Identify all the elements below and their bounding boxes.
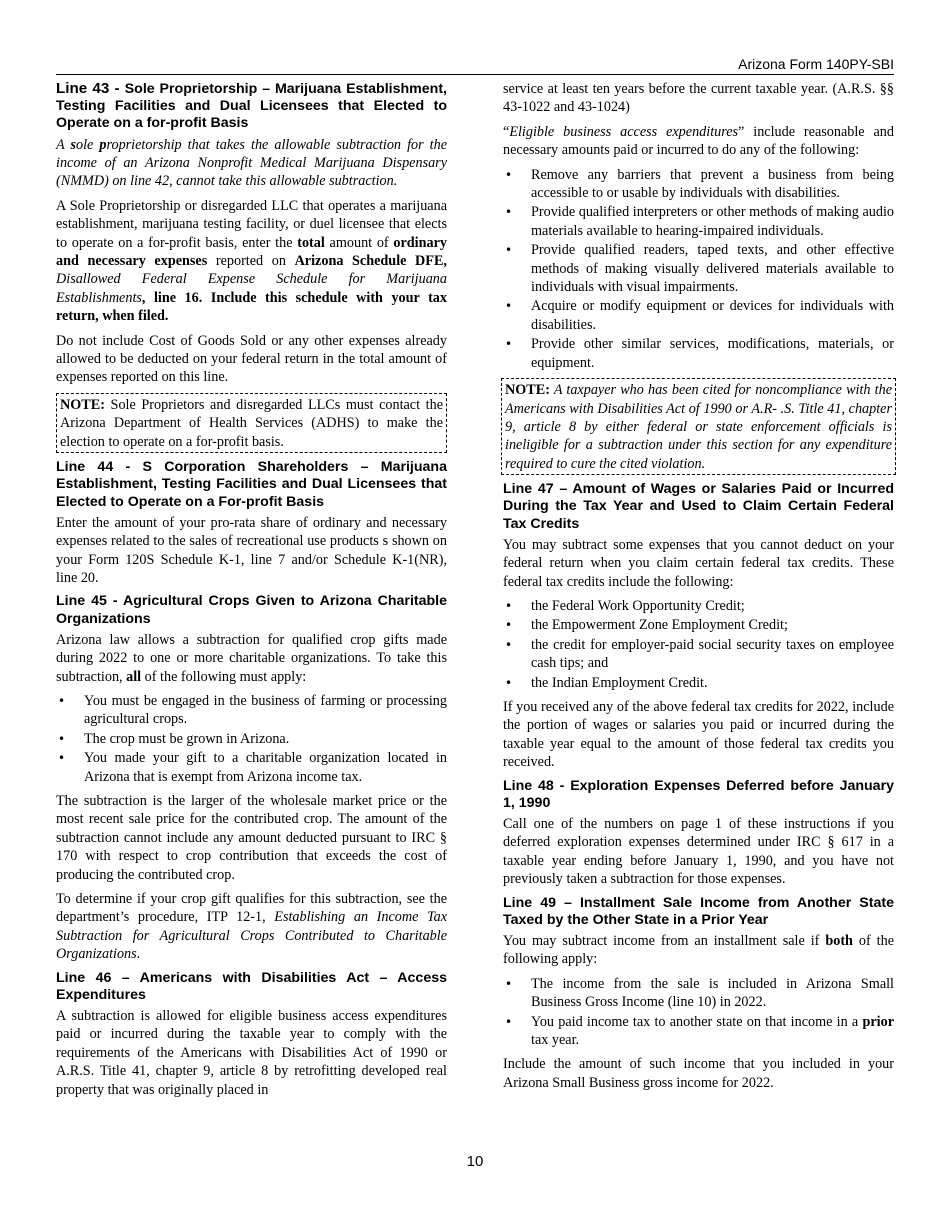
list-item: • The crop must be grown in Arizona. <box>56 730 447 748</box>
line-47-bullet-list <box>503 597 894 692</box>
line-49-p1-both: both <box>825 933 853 950</box>
line-43-p1-schedule: Arizona Schedule DFE, <box>294 253 447 270</box>
eligible-expenditures-paragraph <box>503 123 894 160</box>
list-item: • You must be engaged in the business of farming or processing agricultural crops. <box>56 692 447 729</box>
line-43-heading-lead: Line 43 - <box>56 80 125 97</box>
list-item: • You made your gift to a charitable organization located in Arizona that is exempt from Arizona income tax. <box>56 749 447 786</box>
list-item: • the Federal Work Opportunity Credit; <box>503 597 894 615</box>
line-46-heading: Line 46 – Americans with Disabilities Act – Access Expenditures <box>56 969 447 1003</box>
line-43-p1-d: reported on <box>207 253 295 270</box>
line-43-intro <box>56 136 447 191</box>
list-item <box>503 1013 894 1050</box>
line-45-paragraph-2: The subtraction is the larger of the wholesale market price or the most recent sale price for the contributed crop. The amount of the subtraction cannot include any amount deducted pursuant to IRC § 170 with respect to crop contribution that exceeds the cost of producing the contributed crop. <box>56 793 447 883</box>
line-43-p1-c: amount of <box>324 234 394 251</box>
line-48-heading: Line 48 - Exploration Expenses Deferred before January 1, 1990 <box>503 777 894 811</box>
line-45-heading: Line 45 - Agricultural Crops Given to Arizona Charitable Organizations <box>56 593 447 627</box>
note-label: NOTE: <box>505 382 550 399</box>
line-43-intro-s: s <box>70 136 76 153</box>
line-46-continuation: service at least ten years before the current taxable year. (A.R.S. §§ 43-1022 and 43-1024) <box>503 81 894 116</box>
line-43-p1-a: A Sole Proprietorship or disregarded LLC that operates a marijuana establishment, marijuana testing facility, or duel licensee that elects to operate on a for-profit basis, enter the <box>56 197 447 251</box>
line-43-p1-include: , line 16. Include this schedule with your tax return, when filed. <box>56 289 447 325</box>
page-number: 10 <box>466 1153 484 1170</box>
line-45-paragraph-1 <box>56 631 447 686</box>
note-text: A taxpayer who has been cited for noncompliance with the Americans with Disabilities Act of 1990 or A.R- .S. Title 41, chapter 9, article 8 by either federal or state enforcement officials is ineligible for a subtraction under this section for any expenditure required to cure the cited violation. <box>505 382 892 472</box>
line-43-paragraph-2: Do not include Cost of Goods Sold or any other expenses already allowed to be deducted on your federal return in the total amount of expenses reported on this line. <box>56 332 447 386</box>
eligible-expenditures-list <box>503 166 894 372</box>
line-43-intro-b: ole <box>76 136 100 153</box>
line-43-note <box>56 393 447 453</box>
line-48-paragraph: Call one of the numbers on page 1 of these instructions if you deferred exploration expenses determined under IRC § 617 in a taxable year ending before January 1, 1990, and you have not previously taken a subtraction for those expenses. <box>503 816 894 888</box>
note-text: Sole Proprietors and disregarded LLCs must contact the Arizona Department of Health Services (ADHS) to make the election to operate on a for-profit basis. <box>60 396 443 450</box>
line-43-intro-c: roprietorship that takes the allowable subtraction for the income of an Arizona Nonprofit Medical Marijuana Dispensary (NMMD) on line 42, cannot take this allowable subtraction. <box>56 136 447 190</box>
list-item: • Provide other similar services, modifications, materials, or equipment. <box>503 335 894 372</box>
line-43-p1-ordinary: ordinary and necessary expenses <box>56 234 447 270</box>
list-item: • Provide qualified interpreters or other methods of making audio materials available to hearing-impaired individuals. <box>503 203 894 240</box>
line-49-b2-prior: prior <box>862 1013 894 1030</box>
list-item: • Acquire or modify equipment or devices for individuals with disabilities. <box>503 297 894 334</box>
page-header <box>56 56 894 75</box>
line-43-intro-a: A <box>56 136 71 153</box>
line-43-p1-schedule-title: Disallowed Federal Expense Schedule for Marijuana Establishments <box>56 271 447 306</box>
eligible-rest: ” include reasonable and necessary amounts paid or incurred to do any of the following: <box>503 123 894 159</box>
line-45-p3-procedure-title: Establishing an Income Tax Subtraction for Agricultural Crops Contributed to Charitable Organizations <box>56 909 447 963</box>
line-45-p3-b: . <box>136 946 141 963</box>
right-column <box>503 80 894 1098</box>
line-45-p1-a: Arizona law allows a subtraction for qualified crop gifts made during 2022 to one or more charitable organizations. To take this subtraction, <box>56 631 447 685</box>
line-43-intro-p: p <box>99 136 107 153</box>
line-45-p1-all: all <box>126 668 142 685</box>
line-43-paragraph-1 <box>56 197 447 326</box>
line-43-p1-total: total <box>297 234 325 251</box>
line-49-b2-a: You paid income tax to another state on that income in a <box>531 1013 863 1030</box>
eligible-term: Eligible business access expenditures <box>509 123 739 140</box>
line-47-heading: Line 47 – Amount of Wages or Salaries Paid or Incurred During the Tax Year and Used to Claim Certain Federal Tax Credits <box>503 481 894 532</box>
form-identifier: Arizona Form 140PY-SBI <box>738 56 894 72</box>
list-item: • The income from the sale is included in Arizona Small Business Gross Income (line 10) in 2022. <box>503 975 894 1012</box>
line-43-heading <box>56 80 447 133</box>
line-49-paragraph-1 <box>503 932 894 969</box>
open-quote: “ <box>503 123 510 140</box>
list-item: • the Indian Employment Credit. <box>503 674 894 692</box>
line-49-p1-a: You may subtract income from an installment sale if <box>503 933 826 950</box>
list-item: • Remove any barriers that prevent a business from being accessible to or usable by individuals with disabilities. <box>503 166 894 203</box>
line-49-heading: Line 49 – Installment Sale Income from Another State Taxed by the Other State in a Prior Year <box>503 894 894 928</box>
list-item: • the Empowerment Zone Employment Credit; <box>503 616 894 634</box>
line-49-p1-c: of the following apply: <box>503 933 894 968</box>
line-45-bullet-list <box>56 692 447 786</box>
line-44-heading: Line 44 - S Corporation Shareholders – Marijuana Establishment, Testing Facilities and Dual Licensees that Elected to Operate on a For-profit Basis <box>56 459 447 510</box>
line-43-heading-rest: Sole Proprietorship – Marijuana Establishment, Testing Facilities and Dual Licensees that Elected to Operate on a for-profit Basis <box>56 81 447 132</box>
line-46-note <box>501 378 896 475</box>
line-47-paragraph-1: You may subtract some expenses that you cannot deduct on your federal return when you claim certain federal tax credits. These federal tax credits include the following: <box>503 536 894 590</box>
line-49-bullet-list <box>503 975 894 1050</box>
line-45-p3-a: To determine if your crop gift qualifies for this subtraction, see the department’s procedure, ITP 12-1, <box>56 891 447 926</box>
line-47-paragraph-2: If you received any of the above federal tax credits for 2022, include the portion of wages or salaries you paid or incurred during the taxable year equal to the amount of those federal tax credits you received. <box>503 698 894 771</box>
line-44-paragraph: Enter the amount of your pro-rata share of ordinary and necessary expenses related to the sales of recreational use products s shown on your Form 120S Schedule K-1, line 7 and/or Schedule K-1(NR), line 20. <box>56 514 447 586</box>
line-45-p1-c: of the following must apply: <box>141 668 307 685</box>
line-49-paragraph-2: Include the amount of such income that you included in your Arizona Small Business gross income for 2022. <box>503 1056 894 1091</box>
list-item: • Provide qualified readers, taped texts, and other effective methods of making visually delivered materials available to individuals with visual impairments. <box>503 241 894 296</box>
line-46-paragraph: A subtraction is allowed for eligible business access expenditures paid or incurred during the taxable year to comply with the requirements of the Americans with Disabilities Act of 1990 or A.R.S. Title 41, chapter 9, article 8 by retrofitting developed real property that was originally placed in <box>56 1008 447 1098</box>
note-label: NOTE: <box>60 396 105 413</box>
line-49-b2-c: tax year. <box>531 1032 580 1049</box>
left-column <box>56 80 447 1105</box>
list-item: • the credit for employer-paid social security taxes on employee cash tips; and <box>503 636 894 673</box>
line-45-paragraph-3 <box>56 890 447 964</box>
